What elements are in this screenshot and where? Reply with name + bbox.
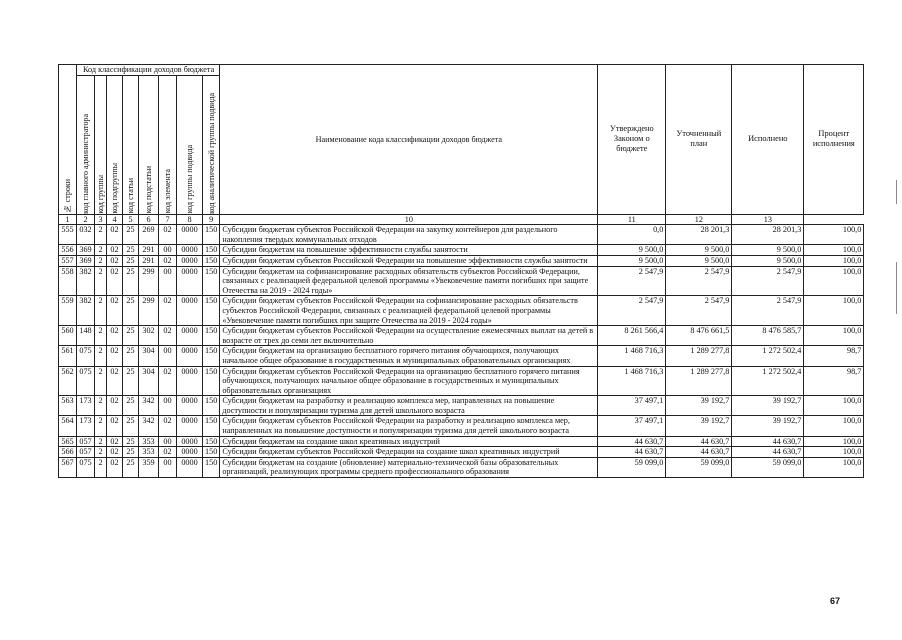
execution-percent: 100,0 xyxy=(804,416,864,436)
revenue-code-name: Субсидии бюджетам субъектов Российской Федерации на повышение эффективности службы занятости xyxy=(220,255,598,266)
group-code: 2 xyxy=(95,326,107,346)
table-row xyxy=(59,296,864,326)
column-number: 11 xyxy=(598,214,666,225)
execution-percent: 100,0 xyxy=(804,447,864,458)
analytic-group-code: 150 xyxy=(203,245,220,256)
column-number: 10 xyxy=(220,214,598,225)
revenue-code-name: Субсидии бюджетам на создание (обновление) материально-технической базы образовательных организаций, реализующих программы среднего профессионального образования xyxy=(220,457,598,477)
code-column-header: код статьи xyxy=(123,75,139,214)
execution-percent: 100,0 xyxy=(804,296,864,326)
execution-percent: 100,0 xyxy=(804,266,864,296)
refined-plan-amount: 39 192,7 xyxy=(666,396,732,416)
row-number: 567 xyxy=(59,457,77,477)
row-number: 559 xyxy=(59,296,77,326)
refined-plan-amount: 44 630,7 xyxy=(666,447,732,458)
revenue-code-name: Субсидии бюджетам на организацию бесплатного горячего питания обучающихся, получающих начальное общее образование в государственных и муниципальных образовательных организациях xyxy=(220,346,598,366)
table-row xyxy=(59,225,864,245)
refined-plan-amount: 8 476 661,5 xyxy=(666,326,732,346)
approved-amount: 9 500,0 xyxy=(598,245,666,256)
article-code: 25 xyxy=(123,457,139,477)
subtype-group-code: 0000 xyxy=(177,346,203,366)
column-number: 3 xyxy=(95,214,107,225)
analytic-group-code: 150 xyxy=(203,436,220,447)
executed-amount: 2 547,9 xyxy=(732,266,804,296)
admin-code: 173 xyxy=(77,416,95,436)
element-code: 00 xyxy=(159,266,177,296)
subarticle-code: 359 xyxy=(139,457,159,477)
element-code: 02 xyxy=(159,255,177,266)
group-code: 2 xyxy=(95,436,107,447)
approved-amount: 2 547,9 xyxy=(598,266,666,296)
row-number: 561 xyxy=(59,346,77,366)
row-number: 557 xyxy=(59,255,77,266)
code-column-header: код элемента xyxy=(159,75,177,214)
admin-code: 075 xyxy=(77,366,95,396)
group-code: 2 xyxy=(95,366,107,396)
executed-amount: 2 547,9 xyxy=(732,296,804,326)
approved-amount: 0,0 xyxy=(598,225,666,245)
analytic-group-code: 150 xyxy=(203,346,220,366)
subtype-group-code: 0000 xyxy=(177,457,203,477)
executed-column-header: Исполнено xyxy=(732,65,804,215)
table-row xyxy=(59,416,864,436)
table-row xyxy=(59,245,864,256)
revenue-code-name: Субсидии бюджетам субъектов Российской Федерации на разработку и реализацию комплекса мер, направленных на повышение доступности и популяризации туризма для детей школьного возраста xyxy=(220,416,598,436)
executed-amount: 39 192,7 xyxy=(732,396,804,416)
approved-amount: 1 468 716,3 xyxy=(598,366,666,396)
revenue-code-name: Субсидии бюджетам на софинансирование расходных обязательств субъектов Российской Федерации, связанных с реализацией федеральной целевой программы «Увековечение памяти погибших при защите Отечества на 2019 - 2024 годы» xyxy=(220,266,598,296)
column-number: 2 xyxy=(77,214,95,225)
column-number: 7 xyxy=(159,214,177,225)
scan-edge-mark xyxy=(896,262,897,314)
article-code: 25 xyxy=(123,346,139,366)
table-row xyxy=(59,447,864,458)
executed-amount: 59 099,0 xyxy=(732,457,804,477)
group-code: 2 xyxy=(95,447,107,458)
subgroup-code: 02 xyxy=(107,436,123,447)
article-code: 25 xyxy=(123,436,139,447)
table-row xyxy=(59,266,864,296)
article-code: 25 xyxy=(123,366,139,396)
refined-column-header: Уточненный план xyxy=(666,65,732,215)
group-code: 2 xyxy=(95,255,107,266)
table-row xyxy=(59,346,864,366)
approved-amount: 2 547,9 xyxy=(598,296,666,326)
row-number-header: № строки xyxy=(59,65,77,215)
table-row xyxy=(59,457,864,477)
admin-code: 382 xyxy=(77,296,95,326)
admin-code: 075 xyxy=(77,346,95,366)
subtype-group-code: 0000 xyxy=(177,266,203,296)
revenue-code-name: Субсидии бюджетам субъектов Российской Федерации на организацию бесплатного горячего питания обучающихся, получающих начальное общее образование в государственных и муниципальных образовательных организациях xyxy=(220,366,598,396)
refined-plan-amount: 1 289 277,8 xyxy=(666,366,732,396)
executed-amount: 1 272 502,4 xyxy=(732,366,804,396)
element-code: 00 xyxy=(159,396,177,416)
row-number: 562 xyxy=(59,366,77,396)
subtype-group-code: 0000 xyxy=(177,416,203,436)
article-code: 25 xyxy=(123,296,139,326)
subtype-group-code: 0000 xyxy=(177,296,203,326)
executed-amount: 28 201,3 xyxy=(732,225,804,245)
executed-amount: 1 272 502,4 xyxy=(732,346,804,366)
analytic-group-code: 150 xyxy=(203,366,220,396)
admin-code: 032 xyxy=(77,225,95,245)
subarticle-code: 342 xyxy=(139,396,159,416)
column-number-row xyxy=(59,214,864,225)
subgroup-code: 02 xyxy=(107,457,123,477)
row-number: 560 xyxy=(59,326,77,346)
table-row xyxy=(59,436,864,447)
article-code: 25 xyxy=(123,396,139,416)
subtype-group-code: 0000 xyxy=(177,225,203,245)
scan-edge-mark xyxy=(896,180,897,204)
article-code: 25 xyxy=(123,245,139,256)
approved-amount: 1 468 716,3 xyxy=(598,346,666,366)
approved-amount: 59 099,0 xyxy=(598,457,666,477)
table-header xyxy=(59,65,864,225)
admin-code: 148 xyxy=(77,326,95,346)
subtype-group-code: 0000 xyxy=(177,396,203,416)
subarticle-code: 291 xyxy=(139,245,159,256)
code-column-header: код группы xyxy=(95,75,107,214)
analytic-group-code: 150 xyxy=(203,447,220,458)
row-number: 555 xyxy=(59,225,77,245)
admin-code: 057 xyxy=(77,447,95,458)
executed-amount: 9 500,0 xyxy=(732,245,804,256)
execution-percent: 100,0 xyxy=(804,255,864,266)
analytic-group-code: 150 xyxy=(203,396,220,416)
refined-plan-amount: 28 201,3 xyxy=(666,225,732,245)
approved-amount: 44 630,7 xyxy=(598,447,666,458)
group-code: 2 xyxy=(95,346,107,366)
percent-column-header: Процент исполнения xyxy=(804,65,864,215)
column-number: 6 xyxy=(139,214,159,225)
article-code: 25 xyxy=(123,255,139,266)
article-code: 25 xyxy=(123,416,139,436)
subtype-group-code: 0000 xyxy=(177,255,203,266)
classification-group-header: Код классификации доходов бюджета xyxy=(77,65,220,76)
subarticle-code: 353 xyxy=(139,436,159,447)
subgroup-code: 02 xyxy=(107,416,123,436)
approved-amount: 9 500,0 xyxy=(598,255,666,266)
column-number: 8 xyxy=(177,214,203,225)
subgroup-code: 02 xyxy=(107,266,123,296)
row-number: 565 xyxy=(59,436,77,447)
budget-revenue-table xyxy=(58,64,864,478)
execution-percent: 98,7 xyxy=(804,346,864,366)
analytic-group-code: 150 xyxy=(203,296,220,326)
approved-amount: 37 497,1 xyxy=(598,396,666,416)
revenue-code-name: Субсидии бюджетам на разработку и реализацию комплекса мер, направленных на повышение доступности и популяризации туризма для детей школьного возраста xyxy=(220,396,598,416)
revenue-code-name: Субсидии бюджетам субъектов Российской Федерации на создание школ креативных индустрий xyxy=(220,447,598,458)
element-code: 00 xyxy=(159,346,177,366)
row-number: 558 xyxy=(59,266,77,296)
subarticle-code: 291 xyxy=(139,255,159,266)
group-code: 2 xyxy=(95,245,107,256)
element-code: 02 xyxy=(159,447,177,458)
group-code: 2 xyxy=(95,266,107,296)
element-code: 02 xyxy=(159,225,177,245)
execution-percent: 100,0 xyxy=(804,396,864,416)
subarticle-code: 269 xyxy=(139,225,159,245)
element-code: 02 xyxy=(159,366,177,396)
subtype-group-code: 0000 xyxy=(177,326,203,346)
analytic-group-code: 150 xyxy=(203,457,220,477)
admin-code: 057 xyxy=(77,436,95,447)
element-code: 02 xyxy=(159,416,177,436)
element-code: 02 xyxy=(159,296,177,326)
group-code: 2 xyxy=(95,457,107,477)
executed-amount: 39 192,7 xyxy=(732,416,804,436)
execution-percent: 100,0 xyxy=(804,245,864,256)
subtype-group-code: 0000 xyxy=(177,436,203,447)
budget-table-container xyxy=(58,64,864,478)
executed-amount: 44 630,7 xyxy=(732,447,804,458)
element-code: 02 xyxy=(159,326,177,346)
subarticle-code: 342 xyxy=(139,416,159,436)
subgroup-code: 02 xyxy=(107,245,123,256)
article-code: 25 xyxy=(123,326,139,346)
execution-percent: 98,7 xyxy=(804,366,864,396)
admin-code: 075 xyxy=(77,457,95,477)
refined-plan-amount: 2 547,9 xyxy=(666,266,732,296)
refined-plan-amount: 9 500,0 xyxy=(666,245,732,256)
subgroup-code: 02 xyxy=(107,366,123,396)
approved-column-header: Утверждено Законом о бюджете xyxy=(598,65,666,215)
subgroup-code: 02 xyxy=(107,225,123,245)
element-code: 00 xyxy=(159,436,177,447)
admin-code: 369 xyxy=(77,245,95,256)
name-column-header: Наименование кода классификации доходов бюджета xyxy=(220,65,598,215)
executed-amount: 9 500,0 xyxy=(732,255,804,266)
subtype-group-code: 0000 xyxy=(177,245,203,256)
subarticle-code: 299 xyxy=(139,266,159,296)
code-column-header: код подстатьи xyxy=(139,75,159,214)
subarticle-code: 353 xyxy=(139,447,159,458)
executed-amount: 44 630,7 xyxy=(732,436,804,447)
approved-amount: 37 497,1 xyxy=(598,416,666,436)
group-code: 2 xyxy=(95,296,107,326)
subgroup-code: 02 xyxy=(107,447,123,458)
refined-plan-amount: 59 099,0 xyxy=(666,457,732,477)
row-number: 566 xyxy=(59,447,77,458)
table-row xyxy=(59,366,864,396)
subarticle-code: 304 xyxy=(139,366,159,396)
code-column-header: код подгруппы xyxy=(107,75,123,214)
table-row xyxy=(59,396,864,416)
execution-percent: 100,0 xyxy=(804,457,864,477)
column-number: 9 xyxy=(203,214,220,225)
refined-plan-amount: 1 289 277,8 xyxy=(666,346,732,366)
column-number: 13 xyxy=(732,214,804,225)
table-body xyxy=(59,225,864,478)
subtype-group-code: 0000 xyxy=(177,366,203,396)
analytic-group-code: 150 xyxy=(203,416,220,436)
revenue-code-name: Субсидии бюджетам субъектов Российской Федерации на осуществление ежемесячных выплат на детей в возрасте от трех до семи лет включительно xyxy=(220,326,598,346)
execution-percent: 100,0 xyxy=(804,436,864,447)
revenue-code-name: Субсидии бюджетам на повышение эффективности службы занятости xyxy=(220,245,598,256)
revenue-code-name: Субсидии бюджетам субъектов Российской Федерации на закупку контейнеров для раздельного накопления твердых коммунальных отходов xyxy=(220,225,598,245)
element-code: 00 xyxy=(159,457,177,477)
subarticle-code: 299 xyxy=(139,296,159,326)
admin-code: 173 xyxy=(77,396,95,416)
element-code: 00 xyxy=(159,245,177,256)
subgroup-code: 02 xyxy=(107,326,123,346)
group-code: 2 xyxy=(95,225,107,245)
subarticle-code: 302 xyxy=(139,326,159,346)
analytic-group-code: 150 xyxy=(203,326,220,346)
article-code: 25 xyxy=(123,447,139,458)
subgroup-code: 02 xyxy=(107,346,123,366)
revenue-code-name: Субсидии бюджетам субъектов Российской Федерации на софинансирование расходных обязательств субъектов Российской Федерации, связанных с реализацией федеральной целевой программы «Увековечение памяти погибших при защите Отечества на 2019 - 2024 годы» xyxy=(220,296,598,326)
row-number: 563 xyxy=(59,396,77,416)
approved-amount: 8 261 566,4 xyxy=(598,326,666,346)
article-code: 25 xyxy=(123,225,139,245)
subgroup-code: 02 xyxy=(107,296,123,326)
refined-plan-amount: 44 630,7 xyxy=(666,436,732,447)
execution-percent: 100,0 xyxy=(804,326,864,346)
admin-code: 382 xyxy=(77,266,95,296)
table-row xyxy=(59,255,864,266)
refined-plan-amount: 9 500,0 xyxy=(666,255,732,266)
analytic-group-code: 150 xyxy=(203,266,220,296)
article-code: 25 xyxy=(123,266,139,296)
column-number: 12 xyxy=(666,214,732,225)
admin-code: 369 xyxy=(77,255,95,266)
code-column-header: код аналитической группы подвида xyxy=(203,75,220,214)
row-number: 556 xyxy=(59,245,77,256)
refined-plan-amount: 39 192,7 xyxy=(666,416,732,436)
column-number: 1 xyxy=(59,214,77,225)
revenue-code-name: Субсидии бюджетам на создание школ креативных индустрий xyxy=(220,436,598,447)
subarticle-code: 304 xyxy=(139,346,159,366)
group-code: 2 xyxy=(95,396,107,416)
executed-amount: 8 476 585,7 xyxy=(732,326,804,346)
subgroup-code: 02 xyxy=(107,255,123,266)
group-code: 2 xyxy=(95,416,107,436)
column-number: 5 xyxy=(123,214,139,225)
row-number: 564 xyxy=(59,416,77,436)
code-column-header: код главного администратора xyxy=(77,75,95,214)
column-number: 4 xyxy=(107,214,123,225)
analytic-group-code: 150 xyxy=(203,225,220,245)
approved-amount: 44 630,7 xyxy=(598,436,666,447)
page-number: 67 xyxy=(830,596,841,606)
analytic-group-code: 150 xyxy=(203,255,220,266)
execution-percent: 100,0 xyxy=(804,225,864,245)
refined-plan-amount: 2 547,9 xyxy=(666,296,732,326)
table-row xyxy=(59,326,864,346)
subgroup-code: 02 xyxy=(107,396,123,416)
subtype-group-code: 0000 xyxy=(177,447,203,458)
code-column-header: код группы подвида xyxy=(177,75,203,214)
